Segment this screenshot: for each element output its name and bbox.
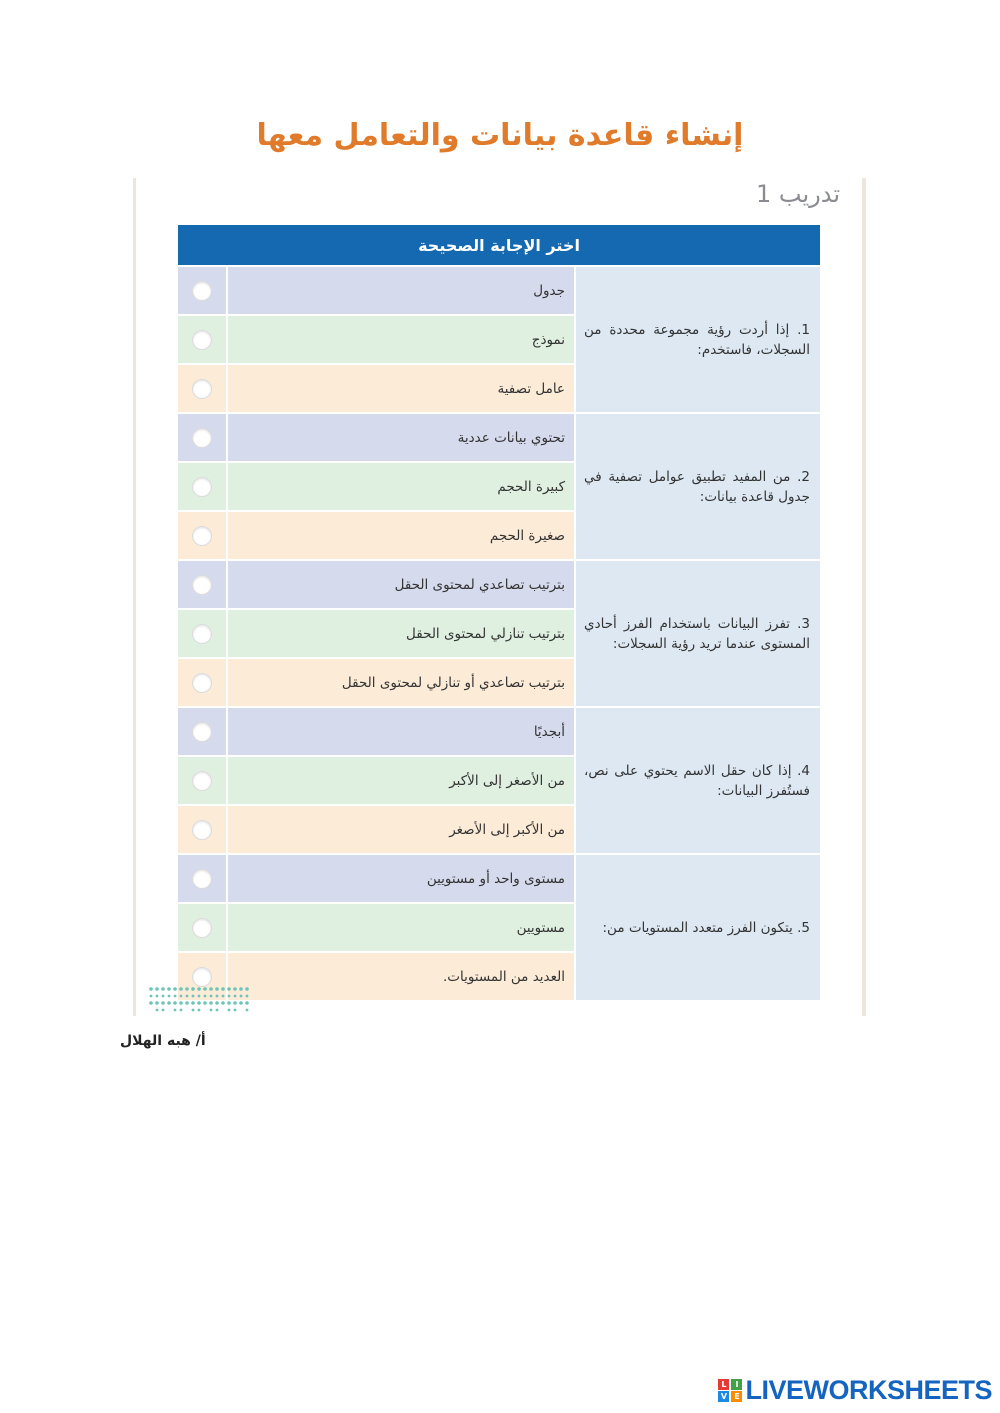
- option-radio[interactable]: [192, 771, 212, 791]
- option-label: العديد من المستويات.: [226, 953, 574, 1000]
- logo-dot: [215, 1001, 219, 1005]
- page-title: إنشاء قاعدة بيانات والتعامل معها: [256, 118, 744, 153]
- option-radio-cell: [178, 365, 226, 412]
- question-block: [178, 855, 820, 1002]
- option-radio-cell: [178, 512, 226, 559]
- option-radio[interactable]: [192, 869, 212, 889]
- logo-dot: [239, 1001, 243, 1005]
- option-label: أبجديًا: [226, 708, 574, 755]
- option-row[interactable]: [178, 463, 574, 512]
- option-radio[interactable]: [192, 526, 212, 546]
- logo-dot: [245, 1001, 249, 1005]
- option-radio-cell: [178, 855, 226, 902]
- logo-dot: [191, 987, 195, 991]
- logo-dot: [156, 1009, 159, 1012]
- option-row[interactable]: [178, 561, 574, 610]
- option-radio[interactable]: [192, 281, 212, 301]
- option-radio[interactable]: [192, 918, 212, 938]
- logo-dot: [246, 995, 249, 998]
- question-block: [178, 561, 820, 708]
- logo-dot: [167, 1001, 171, 1005]
- option-radio-cell: [178, 561, 226, 608]
- option-label: بترتيب تنازلي لمحتوى الحقل: [226, 610, 574, 657]
- option-radio-cell: [178, 708, 226, 755]
- option-radio[interactable]: [192, 330, 212, 350]
- logo-dot: [197, 987, 201, 991]
- logo-dot: [174, 1009, 177, 1012]
- logo-dot: [246, 1009, 249, 1012]
- option-row[interactable]: [178, 806, 574, 853]
- option-row[interactable]: [178, 610, 574, 659]
- logo-dot: [209, 987, 213, 991]
- author-name: أ/ هبه الهلال: [120, 1033, 206, 1049]
- question-text: 3. تفرز البيانات باستخدام الفرز أحادي المستوى عندما تريد رؤية السجلات:: [574, 561, 820, 706]
- question-block: [178, 708, 820, 855]
- logo-dot: [191, 1001, 195, 1005]
- option-label: نموذج: [226, 316, 574, 363]
- logo-dot: [179, 1001, 183, 1005]
- option-row[interactable]: [178, 414, 574, 463]
- question-block: [178, 414, 820, 561]
- logo-dot: [215, 987, 219, 991]
- question-text: 4. إذا كان حقل الاسم يحتوي على نص، فستُفرز البيانات:: [574, 708, 820, 853]
- logo-dot: [210, 995, 213, 998]
- option-radio-cell: [178, 806, 226, 853]
- logo-dot: [161, 1001, 165, 1005]
- ministry-logo: [148, 985, 252, 1015]
- logo-dot: [173, 987, 177, 991]
- logo-dot: [197, 1001, 201, 1005]
- logo-dot: [186, 995, 189, 998]
- option-row[interactable]: [178, 512, 574, 559]
- logo-dot: [216, 1009, 219, 1012]
- logo-dot: [227, 1001, 231, 1005]
- options-group: [178, 267, 574, 412]
- logo-dot: [234, 1009, 237, 1012]
- option-row[interactable]: [178, 267, 574, 316]
- option-radio[interactable]: [192, 673, 212, 693]
- logo-dot: [162, 995, 165, 998]
- logo-dot: [168, 995, 171, 998]
- logo-dot: [203, 987, 207, 991]
- logo-dot: [203, 1001, 207, 1005]
- option-radio[interactable]: [192, 820, 212, 840]
- liveworksheets-brand: [718, 1375, 992, 1406]
- question-text: 1. إذا أردت رؤية مجموعة محددة من السجلات، فاستخدم:: [574, 267, 820, 412]
- option-radio-cell: [178, 659, 226, 706]
- logo-dot: [179, 987, 183, 991]
- option-row[interactable]: [178, 316, 574, 365]
- option-radio[interactable]: [192, 379, 212, 399]
- logo-dot: [180, 1009, 183, 1012]
- logo-dot: [162, 1009, 165, 1012]
- option-radio[interactable]: [192, 575, 212, 595]
- option-label: عامل تصفية: [226, 365, 574, 412]
- logo-dot: [233, 987, 237, 991]
- logo-dot: [233, 1001, 237, 1005]
- question-text: 5. يتكون الفرز متعدد المستويات من:: [574, 855, 820, 1000]
- logo-dot: [149, 1001, 153, 1005]
- option-radio-cell: [178, 610, 226, 657]
- option-radio[interactable]: [192, 722, 212, 742]
- logo-dot: [216, 995, 219, 998]
- logo-dot: [192, 995, 195, 998]
- option-label: بترتيب تصاعدي لمحتوى الحقل: [226, 561, 574, 608]
- option-radio[interactable]: [192, 428, 212, 448]
- option-radio-cell: [178, 463, 226, 510]
- option-radio-cell: [178, 267, 226, 314]
- logo-dot: [150, 995, 153, 998]
- logo-dot: [198, 995, 201, 998]
- logo-dot: [210, 1009, 213, 1012]
- logo-dot: [155, 1001, 159, 1005]
- logo-dot: [239, 987, 243, 991]
- option-row[interactable]: [178, 757, 574, 806]
- option-radio[interactable]: [192, 967, 212, 987]
- logo-dot: [228, 995, 231, 998]
- option-row[interactable]: [178, 904, 574, 953]
- logo-dot: [161, 987, 165, 991]
- question-block: [178, 267, 820, 414]
- logo-dot: [185, 1001, 189, 1005]
- options-group: [178, 708, 574, 853]
- logo-dot: [185, 987, 189, 991]
- option-label: من الأكبر إلى الأصغر: [226, 806, 574, 853]
- brand-text: LIVEWORKSHEETS: [745, 1375, 992, 1405]
- logo-dot: [155, 987, 159, 991]
- logo-dot: [240, 995, 243, 998]
- option-label: صغيرة الحجم: [226, 512, 574, 559]
- options-group: [178, 414, 574, 559]
- option-radio[interactable]: [192, 624, 212, 644]
- logo-dot: [198, 1009, 201, 1012]
- options-group: [178, 855, 574, 1000]
- logo-dot: [209, 1001, 213, 1005]
- logo-dot: [221, 1001, 225, 1005]
- logo-dot: [174, 995, 177, 998]
- option-radio[interactable]: [192, 477, 212, 497]
- option-label: كبيرة الحجم: [226, 463, 574, 510]
- option-radio-cell: [178, 316, 226, 363]
- options-group: [178, 561, 574, 706]
- logo-dot: [167, 987, 171, 991]
- logo-dot: [180, 995, 183, 998]
- option-label: من الأصغر إلى الأكبر: [226, 757, 574, 804]
- option-label: مستويين: [226, 904, 574, 951]
- logo-dot: [192, 1009, 195, 1012]
- quiz-header: اختر الإجابة الصحيحة: [178, 225, 820, 267]
- option-label: مستوى واحد أو مستويين: [226, 855, 574, 902]
- quiz-body: [178, 267, 820, 1002]
- logo-dot: [228, 1009, 231, 1012]
- option-label: تحتوي بيانات عددية: [226, 414, 574, 461]
- option-row[interactable]: [178, 365, 574, 412]
- quiz-table: [178, 225, 820, 1002]
- option-row[interactable]: [178, 855, 574, 904]
- exercise-title: تدريب 1: [755, 180, 840, 208]
- logo-dot: [221, 987, 225, 991]
- liveworksheets-logo-icon: L I V E: [718, 1379, 742, 1403]
- logo-dot: [245, 987, 249, 991]
- logo-dot: [227, 987, 231, 991]
- logo-dot: [173, 1001, 177, 1005]
- question-text: 2. من المفيد تطبيق عوامل تصفية في جدول قاعدة بيانات:: [574, 414, 820, 559]
- option-row[interactable]: [178, 708, 574, 757]
- logo-dot: [222, 995, 225, 998]
- option-radio-cell: [178, 757, 226, 804]
- logo-dot: [234, 995, 237, 998]
- logo-dot: [204, 995, 207, 998]
- option-label: بترتيب تصاعدي أو تنازلي لمحتوى الحقل: [226, 659, 574, 706]
- option-label: جدول: [226, 267, 574, 314]
- option-radio-cell: [178, 414, 226, 461]
- option-radio-cell: [178, 904, 226, 951]
- logo-dot: [149, 987, 153, 991]
- option-row[interactable]: [178, 659, 574, 706]
- logo-dot: [156, 995, 159, 998]
